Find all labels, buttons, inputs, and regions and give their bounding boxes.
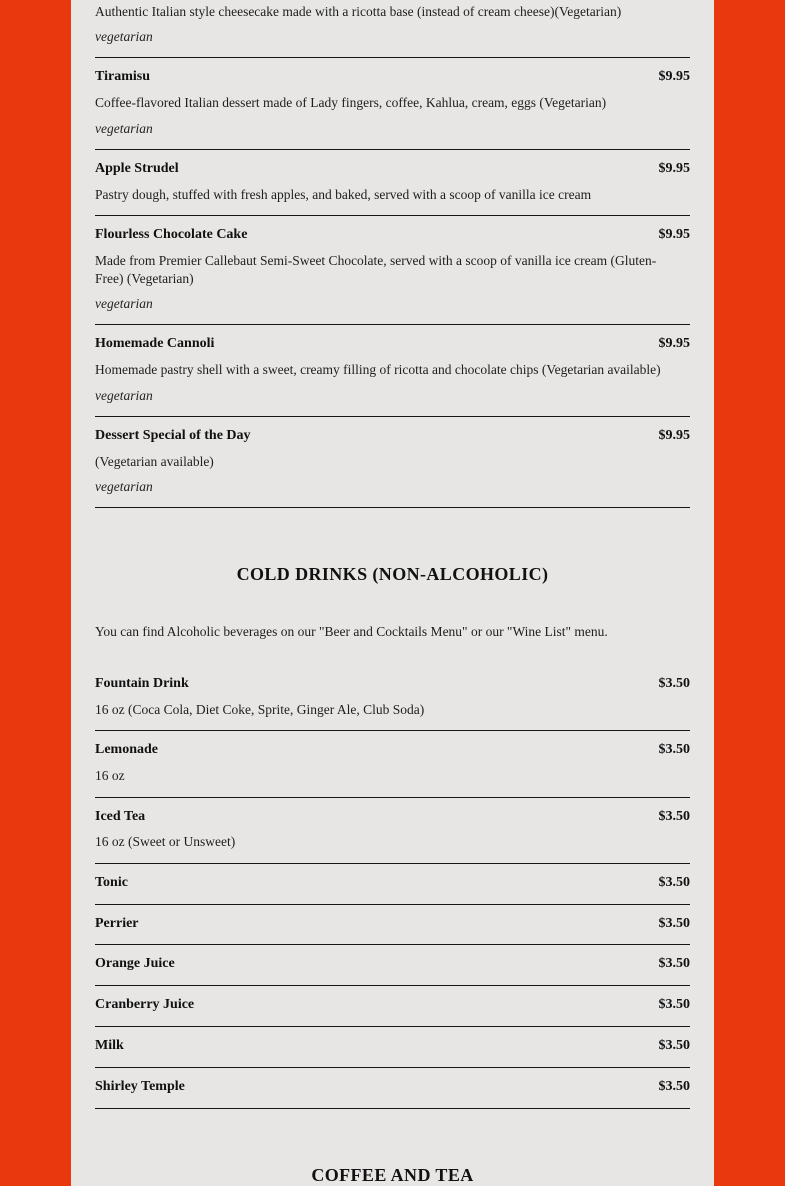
- item-description: Made from Premier Callebaut Semi-Sweet Chocolate, served with a scoop of vanilla ice cream (Gluten-Free) (Vegetarian): [95, 252, 657, 286]
- item-price: $9.95: [658, 336, 690, 352]
- menu-item-header: [95, 915, 690, 934]
- menu-item-header: [95, 996, 690, 1015]
- cold-drinks-section-heading: COLD DRINKS (NON-ALCOHOLIC): [236, 564, 549, 585]
- item-price: $9.95: [658, 427, 690, 443]
- menu-item-header: [95, 741, 690, 760]
- menu-item-header: [95, 1078, 690, 1097]
- menu-item-header: [95, 226, 690, 245]
- item-price: $3.50: [658, 742, 690, 758]
- menu-item: [95, 325, 690, 416]
- item-price: $9.95: [658, 160, 690, 176]
- desserts-item-list: [95, 58, 690, 508]
- item-price: $3.50: [658, 997, 690, 1013]
- item-name: Shirley Temple: [95, 1079, 185, 1095]
- item-name: Perrier: [95, 915, 139, 931]
- item-name: Tonic: [95, 874, 128, 890]
- item-description: 16 oz (Sweet or Unsweet): [95, 834, 236, 850]
- menu-item-header: [95, 675, 690, 694]
- menu-item-header: [95, 808, 690, 827]
- item-name: Iced Tea: [95, 808, 146, 824]
- menu-item-header: [95, 874, 690, 893]
- coffee-and-tea-section-heading: COFFEE AND TEA: [311, 1164, 474, 1185]
- item-name: Lemonade: [95, 742, 158, 758]
- menu-item: [95, 417, 690, 508]
- vegetarian-tag: vegetarian: [95, 387, 153, 403]
- item-description: 16 oz: [95, 768, 125, 784]
- item-name: Dessert Special of the Day: [95, 427, 251, 443]
- item-name: Cranberry Juice: [95, 997, 195, 1013]
- menu-item: [95, 864, 690, 905]
- menu-item-header: [95, 68, 690, 87]
- menu-item: [95, 665, 690, 731]
- menu-item: [95, 945, 690, 986]
- menu-item: [95, 731, 690, 797]
- menu-item: [95, 905, 690, 946]
- item-price: $3.50: [658, 1038, 690, 1054]
- item-description: (Vegetarian available): [95, 453, 214, 469]
- item-price: $3.50: [658, 676, 690, 692]
- menu-item: [95, 58, 690, 149]
- item-name: Flourless Chocolate Cake: [95, 226, 248, 242]
- cold-drinks-item-list: [95, 665, 690, 1109]
- menu-item: [95, 1068, 690, 1109]
- item-name: Apple Strudel: [95, 160, 179, 176]
- menu-item-header: [95, 427, 690, 446]
- vegetarian-tag: vegetarian: [95, 120, 153, 136]
- item-price: $3.50: [658, 1079, 690, 1095]
- vegetarian-tag: vegetarian: [95, 29, 153, 45]
- menu-item-header: [95, 955, 690, 974]
- item-description: Authentic Italian style cheesecake made with a ricotta base (instead of cream cheese)(Vegetarian): [95, 4, 622, 19]
- menu-item: [95, 150, 690, 216]
- item-price: $3.50: [658, 874, 690, 890]
- item-description: Homemade pastry shell with a sweet, creamy filling of ricotta and chocolate chips (Vegetarian available): [95, 362, 661, 378]
- item-price: $3.50: [658, 956, 690, 972]
- vegetarian-tag: vegetarian: [95, 478, 153, 494]
- item-name: Homemade Cannoli: [95, 336, 215, 352]
- menu-item: [95, 1027, 690, 1068]
- item-name: Tiramisu: [95, 69, 150, 85]
- item-name: Fountain Drink: [95, 676, 189, 692]
- item-price: $9.95: [658, 226, 690, 242]
- item-price: $3.50: [658, 915, 690, 931]
- item-price: $9.95: [658, 69, 690, 85]
- menu-item-partial-cheesecake: [95, 0, 690, 58]
- vegetarian-tag: vegetarian: [95, 296, 153, 312]
- menu-item: [95, 216, 690, 326]
- item-description: Pastry dough, stuffed with fresh apples, and baked, served with a scoop of vanilla ice cream: [95, 186, 592, 202]
- menu-item-header: [95, 335, 690, 354]
- cold-drinks-section-intro: You can find Alcoholic beverages on our "Beer and Cocktails Menu" or our "Wine List" menu.: [95, 624, 608, 640]
- item-name: Orange Juice: [95, 956, 175, 972]
- menu-item-header: [95, 1037, 690, 1056]
- item-name: Milk: [95, 1038, 124, 1054]
- item-description: Coffee-flavored Italian dessert made of Lady fingers, coffee, Kahlua, cream, eggs (Vegetarian): [95, 95, 607, 111]
- menu-item: [95, 798, 690, 864]
- menu-item: [95, 986, 690, 1027]
- item-description: 16 oz (Coca Cola, Diet Coke, Sprite, Ginger Ale, Club Soda): [95, 702, 425, 718]
- menu-item-header: [95, 160, 690, 179]
- item-price: $3.50: [658, 808, 690, 824]
- menu-page-content: [71, 0, 714, 1186]
